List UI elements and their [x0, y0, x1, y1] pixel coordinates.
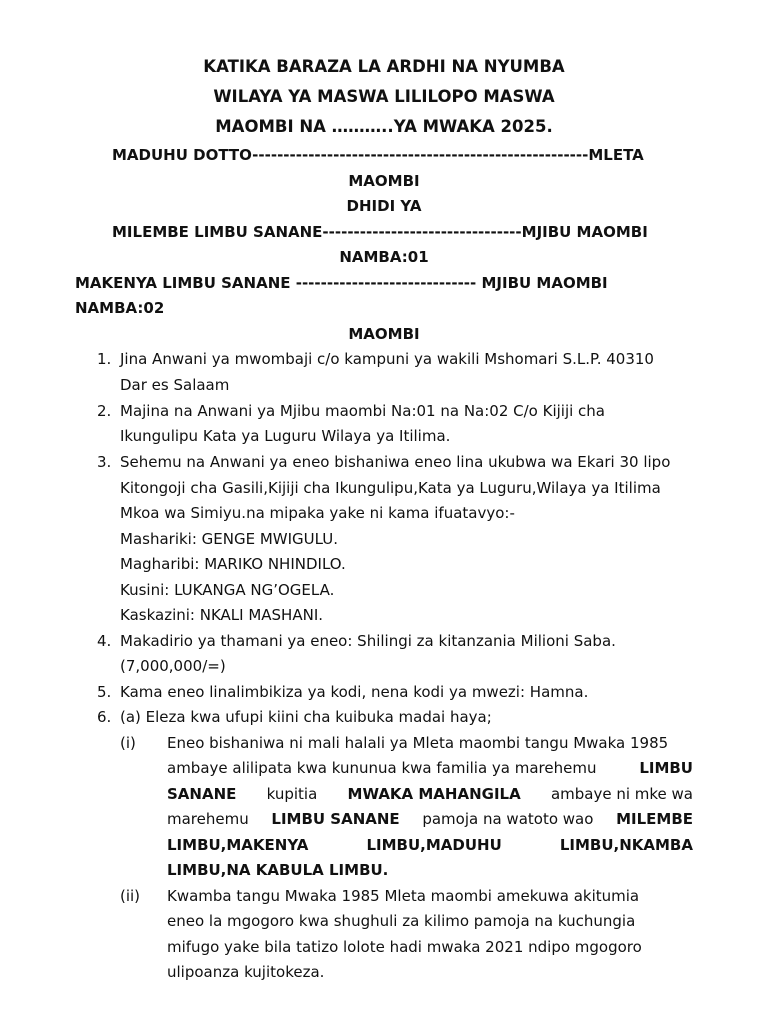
sub1-word-kupitia: kupitia — [266, 785, 318, 803]
item1-line2: Dar es Salaam — [120, 376, 230, 394]
item2-line1: Majina na Anwani ya Mjibu maombi Na:01 na Na:02 C/o Kijiji cha — [120, 402, 606, 420]
section-title: MAOMBI — [348, 325, 420, 343]
sub1-word-marehemu: marehemu — [167, 810, 249, 828]
sub2-line3: mifugo yake bila tatizo lolote hadi mwaka 2021 ndipo mgogoro — [167, 938, 642, 956]
sub1-line2 — [167, 758, 693, 778]
item4-line1: Makadirio ya thamani ya eneo: Shilingi za kitanzania Milioni Saba. — [120, 632, 616, 650]
sub1-name-limbu-sanane: LIMBU SANANE — [271, 810, 400, 828]
boundary-west: Magharibi: MARIKO NHINDILO. — [120, 555, 346, 573]
boundary-south: Kusini: LUKANGA NG’OGELA. — [120, 581, 335, 599]
item4-line2: (7,000,000/=) — [120, 657, 226, 675]
sub1-line2-bold: LIMBU — [639, 759, 693, 777]
item-number: 6. — [97, 708, 112, 726]
item-number: 5. — [97, 683, 112, 701]
applicant-line: MADUHU DOTTO------------------------------------------------------MLETA — [112, 146, 644, 164]
sub1-name-milembe: MILEMBE — [616, 810, 693, 828]
respondent2-line: MAKENYA LIMBU SANANE ----------------------------- MJIBU MAOMBI — [75, 274, 608, 292]
sub1-names-a: LIMBU,MAKENYA — [167, 836, 309, 854]
item-number: 2. — [97, 402, 112, 420]
sub1-line2-text: ambaye alilipata kwa kununua kwa familia ya marehemu — [167, 759, 597, 777]
versus-label: DHIDI YA — [346, 197, 422, 215]
court-location: WILAYA YA MASWA LILILOPO MASWA — [213, 87, 555, 106]
sub1-line3 — [167, 784, 693, 804]
sub2-line1: Kwamba tangu Mwaka 1985 Mleta maombi amekuwa akitumia — [167, 887, 640, 905]
item-number: 1. — [97, 350, 112, 368]
sub1-line1-text: Eneo bishaniwa ni mali halali ya Mleta maombi tangu Mwaka 1985 — [167, 734, 669, 752]
sub2-line4: ulipoanza kujitokeza. — [167, 963, 325, 981]
item3-line3: Mkoa wa Simiyu.na mipaka yake ni kama ifuatavyo:- — [120, 504, 515, 522]
sub1-line6: LIMBU,NA KABULA LIMBU. — [167, 861, 389, 879]
item2-line2: Ikungulipu Kata ya Luguru Wilaya ya Itilima. — [120, 427, 451, 445]
sub1-names-b: LIMBU,MADUHU — [366, 836, 502, 854]
boundary-east: Mashariki: GENGE MWIGULU. — [120, 530, 339, 548]
sub1-text-mke: ambaye ni mke wa — [550, 785, 693, 803]
sub-item-marker: (i) — [120, 734, 136, 752]
sub1-line5 — [167, 835, 693, 855]
respondent1-line: MILEMBE LIMBU SANANE--------------------------------MJIBU MAOMBI — [112, 223, 648, 241]
sub1-name-sanane: SANANE — [167, 785, 237, 803]
sub1-line4 — [167, 809, 693, 829]
applicant-role: MAOMBI — [348, 172, 420, 190]
boundary-north: Kaskazini: NKALI MASHANI. — [120, 606, 324, 624]
item5-line1: Kama eneo linalimbikiza ya kodi, nena kodi ya mwezi: Hamna. — [120, 683, 589, 701]
item3-line1: Sehemu na Anwani ya eneo bishaniwa eneo lina ukubwa wa Ekari 30 lipo — [120, 453, 671, 471]
sub-item-marker: (ii) — [120, 887, 141, 905]
item6-line1: (a) Eleza kwa ufupi kiini cha kuibuka madai haya; — [120, 708, 492, 726]
item-number: 4. — [97, 632, 112, 650]
court-title: KATIKA BARAZA LA ARDHI NA NYUMBA — [203, 57, 565, 76]
sub1-names-c: LIMBU,NKAMBA — [559, 836, 693, 854]
item1-line1: Jina Anwani ya mwombaji c/o kampuni ya wakili Mshomari S.L.P. 40310 — [120, 350, 654, 368]
item-number: 3. — [97, 453, 112, 471]
sub1-line1 — [167, 733, 693, 753]
sub2-line2: eneo la mgogoro kwa shughuli za kilimo pamoja na kuchungia — [167, 912, 636, 930]
respondent1-number: NAMBA:01 — [339, 248, 429, 266]
sub1-text-watoto: pamoja na watoto wao — [422, 810, 594, 828]
sub1-name-mwaka: MWAKA MAHANGILA — [347, 785, 521, 803]
item3-line2: Kitongoji cha Gasili,Kijiji cha Ikungulipu,Kata ya Luguru,Wilaya ya Itilima — [120, 479, 661, 497]
application-number: MAOMBI NA ………..YA MWAKA 2025. — [215, 117, 553, 136]
respondent2-number: NAMBA:02 — [75, 299, 165, 317]
